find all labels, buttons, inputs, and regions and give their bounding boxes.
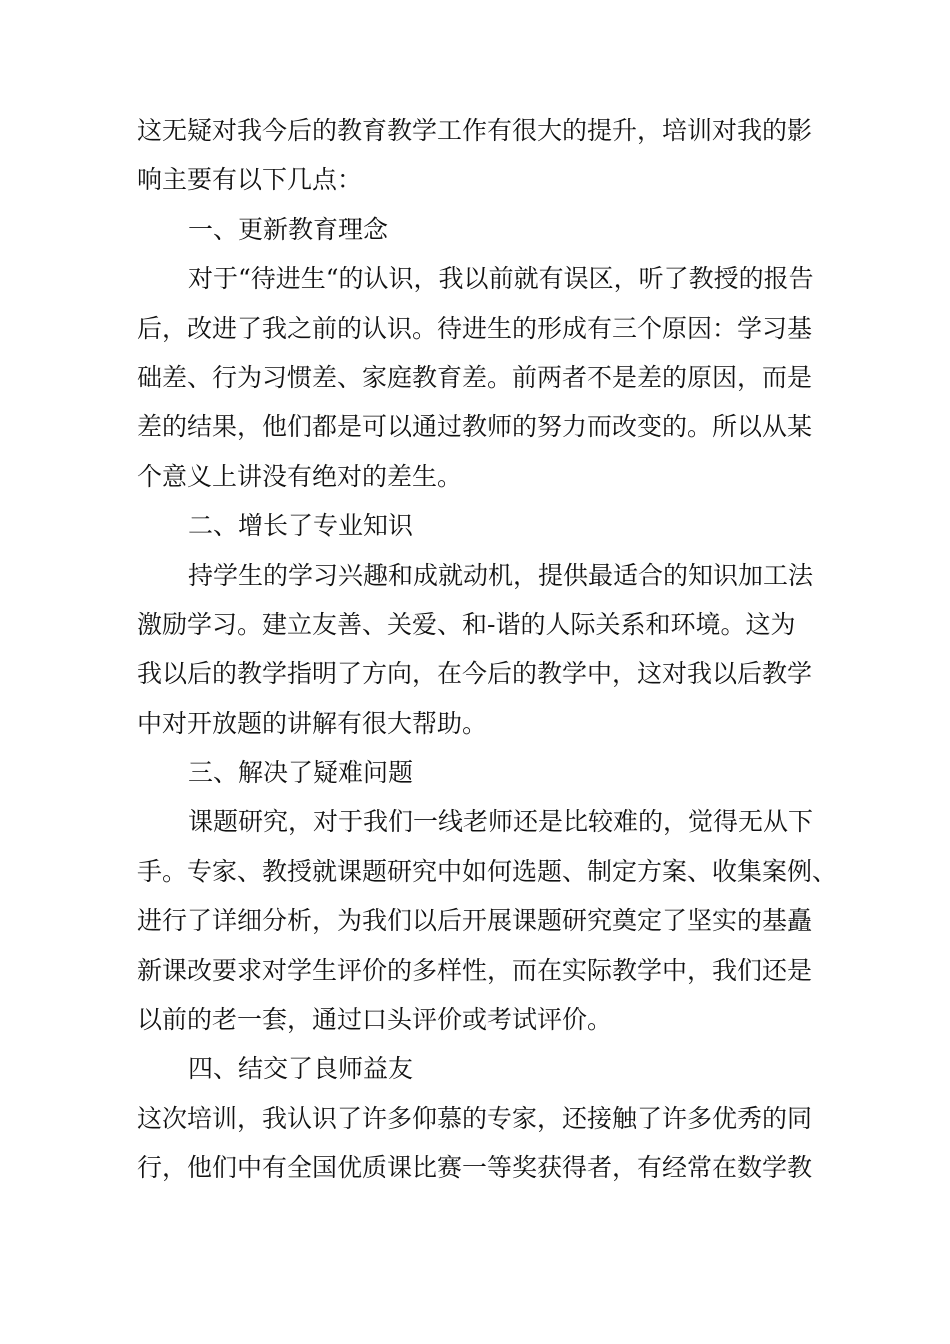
paragraph-line: 激励学习。建立友善、关爱、和-谐的人际关系和环境。这为	[137, 609, 796, 639]
paragraph-line: 后，改进了我之前的认识。待进生的形成有三个原因：学习基	[137, 313, 813, 343]
paragraph-line: 差的结果，他们都是可以通过教师的努力而改变的。所以从某	[137, 412, 813, 442]
section-heading: 四、结交了良师益友	[188, 1054, 414, 1084]
paragraph-line: 中对开放题的讲解有很大帮助。	[137, 708, 488, 738]
section-heading: 二、增长了专业知识	[188, 511, 414, 541]
section-heading: 一、更新教育理念	[188, 214, 389, 244]
paragraph-line: 行，他们中有全国优质课比赛一等奖获得者，有经常在数学教	[137, 1153, 813, 1183]
paragraph-line: 我以后的教学指明了方向，在今后的教学中，这对我以后教学	[137, 659, 813, 689]
paragraph-line: 新课改要求对学生评价的多样性，而在实际教学中，我们还是	[137, 955, 813, 985]
paragraph-line: 以前的老一套，通过口头评价或考试评价。	[137, 1005, 613, 1035]
paragraph-line: 对于“待进生“的认识，我以前就有误区，听了教授的报告	[188, 264, 814, 294]
body-text	[137, 106, 837, 1193]
paragraph-line: 这无疑对我今后的教育教学工作有很大的提升，培训对我的影	[137, 116, 813, 145]
paragraph-line: 这次培训，我认识了许多仰慕的专家，还接触了许多优秀的同	[137, 1103, 813, 1133]
paragraph-line: 础差、行为习惯差、家庭教育差。前两者不是差的原因，而是	[137, 362, 813, 392]
paragraph-line: 手。专家、教授就课题研究中如何选题、制定方案、收集案例、	[137, 856, 838, 886]
paragraph-line: 持学生的学习兴趣和成就动机，提供最适合的知识加工法	[188, 560, 814, 590]
paragraph-line: 课题研究，对于我们一线老师还是比较难的，觉得无从下	[188, 807, 814, 837]
paragraph-line: 进行了详细分析，为我们以后开展课题研究奠定了坚实的基矗	[137, 906, 813, 936]
section-heading: 三、解决了疑难问题	[188, 758, 414, 788]
paragraph-line: 响主要有以下几点：	[137, 165, 363, 195]
paragraph-line: 个意义上讲没有绝对的差生。	[137, 461, 463, 491]
